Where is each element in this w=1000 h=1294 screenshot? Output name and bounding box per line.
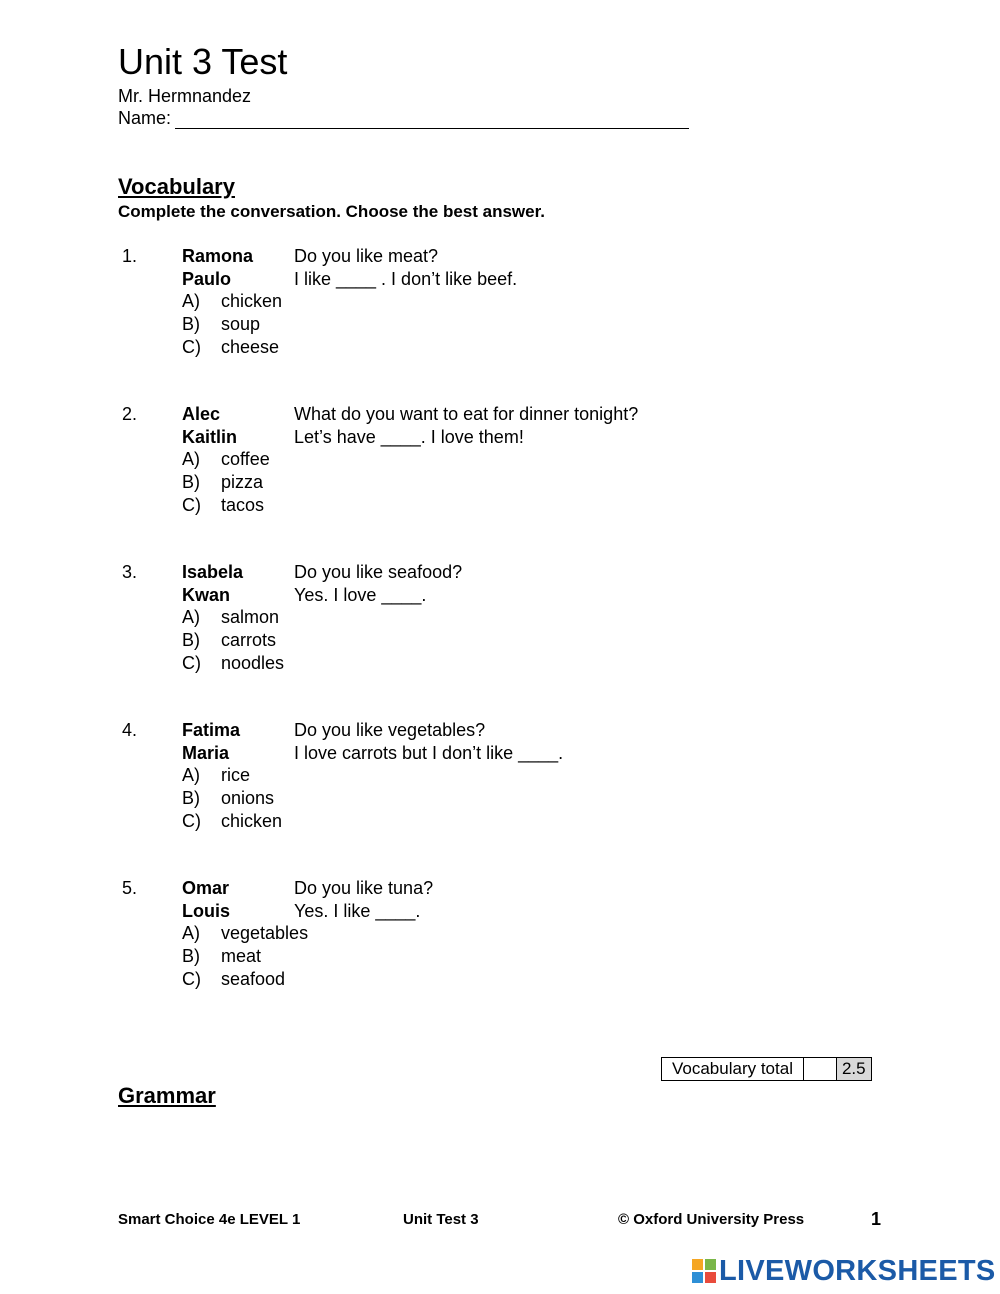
vocabulary-total-blank[interactable] — [803, 1058, 836, 1081]
answer-option[interactable] — [118, 922, 818, 945]
answer-option[interactable] — [118, 810, 818, 833]
speaker-a: Alec — [182, 404, 221, 424]
vocabulary-instructions: Complete the conversation. Choose the best answer. — [118, 202, 545, 221]
option-text: chicken — [221, 810, 283, 831]
option-letter: B) — [182, 314, 200, 335]
question-5 — [118, 877, 818, 990]
option-text: chicken — [221, 291, 283, 312]
question-4 — [118, 719, 818, 832]
dialogue-line-a: Do you like vegetables? — [294, 720, 486, 740]
answer-option[interactable] — [118, 471, 818, 494]
option-text: vegetables — [221, 923, 309, 944]
option-text: onions — [221, 788, 275, 809]
dialogue-line-b: I love carrots but I don’t like ____. — [294, 742, 564, 763]
option-text: salmon — [221, 607, 280, 628]
answer-option[interactable] — [118, 494, 818, 517]
footer-book: Smart Choice 4e LEVEL 1 — [118, 1211, 301, 1228]
logo-square-1 — [692, 1259, 703, 1270]
answer-option[interactable] — [118, 313, 818, 336]
speaker-a: Isabela — [182, 562, 244, 582]
option-letter: B) — [182, 630, 200, 651]
option-letter: B) — [182, 788, 200, 809]
option-text: cheese — [221, 336, 280, 357]
number-spacer — [118, 900, 182, 923]
option-text: seafood — [221, 968, 286, 989]
logo-square-3 — [692, 1272, 703, 1283]
dialogue-line-a: Do you like seafood? — [294, 562, 463, 582]
option-letter: B) — [182, 472, 200, 493]
question-line-a — [118, 719, 818, 742]
name-label: Name: — [118, 108, 172, 128]
speaker-a: Omar — [182, 878, 230, 898]
option-text: pizza — [221, 472, 264, 493]
option-letter: B) — [182, 946, 200, 967]
number-spacer — [118, 584, 182, 607]
vocabulary-total-box — [661, 1057, 872, 1081]
question-2 — [118, 403, 818, 516]
footer-copyright: © Oxford University Press — [618, 1211, 805, 1228]
option-text: rice — [221, 765, 251, 786]
option-letter: A) — [182, 449, 200, 470]
page-number: 1 — [871, 1209, 882, 1229]
question-line-b — [118, 584, 818, 607]
option-letter: C) — [182, 336, 201, 357]
speaker-b: Maria — [182, 742, 230, 763]
footer-test: Unit Test 3 — [403, 1211, 479, 1228]
option-letter: A) — [182, 291, 200, 312]
answer-option[interactable] — [118, 290, 818, 313]
speaker-b: Paulo — [182, 268, 232, 289]
question-line-a — [118, 403, 818, 426]
question-number: 1. — [122, 246, 138, 266]
question-number: 3. — [122, 562, 138, 582]
question-line-b — [118, 742, 818, 765]
dialogue-line-b: Yes. I like ____. — [294, 900, 421, 921]
question-line-a — [118, 561, 818, 584]
brand-name: LIVEWORKSHEETS — [719, 1255, 996, 1287]
option-text: coffee — [221, 449, 270, 470]
answer-option[interactable] — [118, 606, 818, 629]
option-letter: A) — [182, 923, 200, 944]
name-blank-line[interactable] — [175, 109, 689, 129]
logo-square-4 — [705, 1272, 716, 1283]
liveworksheets-logo[interactable] — [692, 1254, 996, 1288]
grammar-heading: Grammar — [118, 1083, 216, 1108]
option-text: soup — [221, 314, 261, 335]
dialogue-line-a: What do you want to eat for dinner tonight? — [294, 404, 639, 424]
number-spacer — [118, 742, 182, 765]
logo-square-2 — [705, 1259, 716, 1270]
answer-option[interactable] — [118, 787, 818, 810]
speaker-a: Fatima — [182, 720, 241, 740]
speaker-b: Louis — [182, 900, 230, 921]
question-1 — [118, 245, 818, 358]
option-text: meat — [221, 946, 262, 967]
page-title: Unit 3 Test — [118, 41, 288, 82]
option-letter: C) — [182, 652, 201, 673]
option-letter: C) — [182, 810, 201, 831]
question-line-b — [118, 268, 818, 291]
question-number: 4. — [122, 720, 138, 740]
question-line-b — [118, 900, 818, 923]
dialogue-line-b: Yes. I love ____. — [294, 584, 427, 605]
speaker-a: Ramona — [182, 246, 254, 266]
dialogue-line-a: Do you like meat? — [294, 246, 439, 266]
question-3 — [118, 561, 818, 674]
vocabulary-total-label: Vocabulary total — [662, 1058, 804, 1081]
option-text: carrots — [221, 630, 277, 651]
number-spacer — [118, 426, 182, 449]
teacher-name: Mr. Hermnandez — [118, 86, 252, 106]
dialogue-line-b: I like ____ . I don’t like beef. — [294, 268, 518, 289]
vocabulary-total-score: 2.5 — [836, 1058, 871, 1081]
answer-option[interactable] — [118, 448, 818, 471]
question-number: 2. — [122, 404, 138, 424]
question-line-a — [118, 877, 818, 900]
dialogue-line-a: Do you like tuna? — [294, 878, 434, 898]
option-letter: C) — [182, 968, 201, 989]
option-letter: A) — [182, 607, 200, 628]
question-line-b — [118, 426, 818, 449]
answer-option[interactable] — [118, 968, 818, 991]
option-text: noodles — [221, 652, 285, 673]
answer-option[interactable] — [118, 945, 818, 968]
answer-option[interactable] — [118, 336, 818, 359]
option-letter: A) — [182, 765, 200, 786]
name-field-row — [118, 107, 689, 129]
dialogue-line-b: Let’s have ____. I love them! — [294, 426, 524, 447]
speaker-b: Kwan — [182, 584, 231, 605]
logo-grid-icon — [692, 1259, 716, 1283]
answer-option[interactable] — [118, 652, 818, 675]
answer-option[interactable] — [118, 629, 818, 652]
question-line-a — [118, 245, 818, 268]
option-letter: C) — [182, 494, 201, 515]
answer-option[interactable] — [118, 764, 818, 787]
vocabulary-heading: Vocabulary — [118, 174, 235, 199]
question-number: 5. — [122, 878, 138, 898]
number-spacer — [118, 268, 182, 291]
speaker-b: Kaitlin — [182, 426, 238, 447]
option-text: tacos — [221, 494, 265, 515]
